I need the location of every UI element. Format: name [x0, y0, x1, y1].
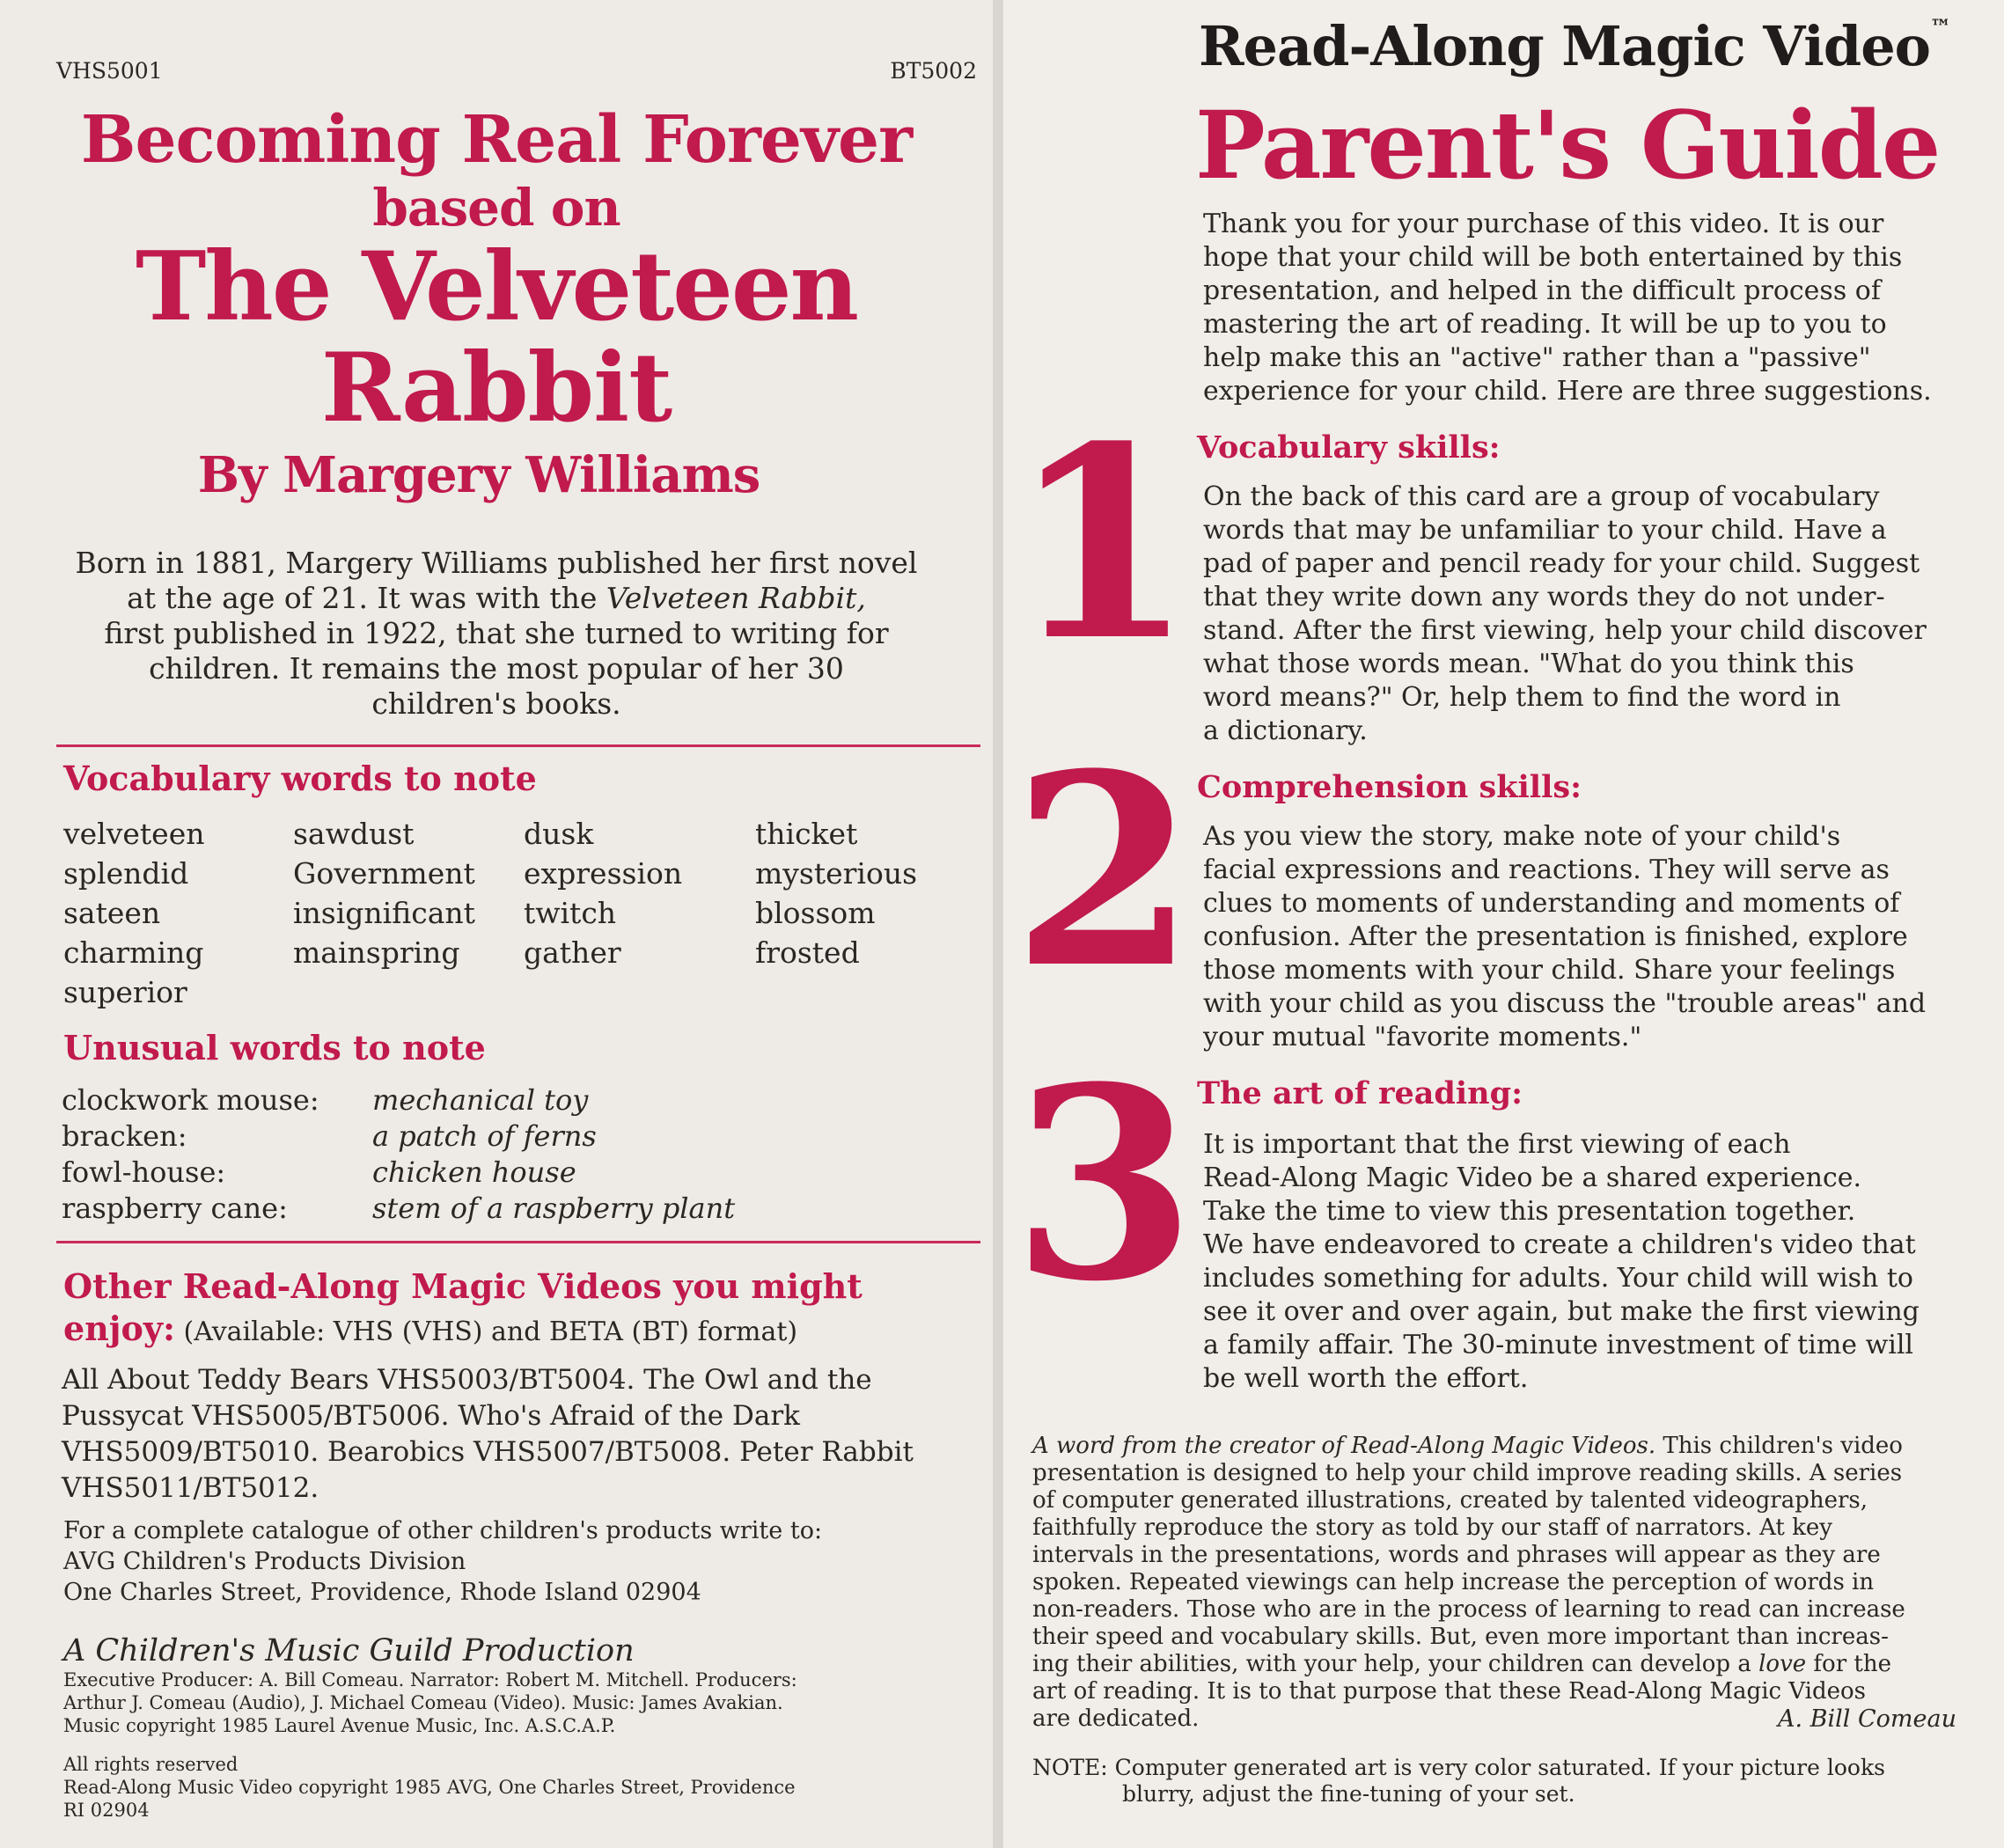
- brand-heading: Read-Along Magic Video™: [1199, 14, 1951, 78]
- vocab-column-1: [63, 814, 204, 1012]
- vocab-word: insignificant: [293, 896, 475, 930]
- vocab-word: sateen: [63, 896, 161, 930]
- parents-guide-title: Parent's Guide: [1195, 90, 1940, 200]
- other-videos-heading: Other Read-Along Magic Videos you might enjoy: (Available: VHS (VHS) and BETA (BT) format): [63, 1266, 863, 1348]
- vhs-code: VHS5001: [56, 58, 163, 84]
- vocab-word: charming: [63, 935, 204, 970]
- comprehension-skills-heading: Comprehension skills:: [1197, 769, 1582, 805]
- vocab-word: superior: [63, 975, 187, 1009]
- intro-text: Thank you for your purchase of this video. It is our hope that your child will be both entertained by this presentation, and helped in the difficult process of mastering the art of reading. It will be up to you to help make this an "active" rather than a "passive" experience for your child. Here are three suggestions.: [1203, 209, 1932, 407]
- vocab-word: mainspring: [293, 935, 460, 970]
- step-number-2: 2: [1012, 715, 1196, 1026]
- vocab-column-4: [755, 814, 917, 972]
- unusual-definition: mechanical toy: [372, 1083, 589, 1117]
- art-of-reading-text: It is important that the first viewing of each Read-Along Magic Video be a shared experience. Take the time to view this presentation together. We have endeavored to create a children's video that includes something for adults. Your child will wish to see it over and over again, but make the first viewing a family affair. The 30-minute investment of time will be well worth the effort.: [1203, 1129, 1920, 1394]
- vocab-word: dusk: [524, 817, 594, 851]
- vocabulary-skills-text: On the back of this card are a group of vocabulary words that may be unfamiliar to your child. Have a pad of paper and pencil ready for your child. Suggest that they write down any words they do not under- stand. After the first viewing, help your child discover what those words mean. "What do you think this word means?" Or, help them to find the word in a dictionary.: [1203, 481, 1927, 746]
- vocab-word: splendid: [63, 856, 189, 891]
- vocab-word: Government: [293, 856, 475, 891]
- copyright: All rights reserved Read-Along Music Video copyright 1985 AVG, One Charles Street, Providence RI 02904: [63, 1754, 796, 1821]
- left-card-panel: [0, 0, 993, 1848]
- title-line-1: Becoming Real Forever: [80, 102, 913, 178]
- unusual-definition: stem of a raspberry plant: [372, 1192, 736, 1225]
- unusual-definition: a patch of ferns: [372, 1119, 597, 1153]
- comprehension-skills-text: As you view the story, make note of your child's facial expressions and reactions. They will serve as clues to moments of understanding and moments of confusion. After the presentation is finished, explore those moments with your child. Share your feelings with your child as you discuss the "trouble areas" and your mutual "favorite moments.": [1203, 821, 1927, 1052]
- step-number-3: 3: [1012, 1029, 1196, 1339]
- author-byline: By Margery Williams: [197, 446, 760, 504]
- vocab-word: frosted: [755, 935, 860, 970]
- vocab-word: velveteen: [63, 817, 205, 851]
- credits: Executive Producer: A. Bill Comeau. Narrator: Robert M. Mitchell. Producers: Arthur J. Comeau (Audio), J. Michael Comeau (Video). Music: James Avakian. Music copyright 1985 Laurel Avenue Music, Inc. A.S.C.A.P.: [63, 1669, 797, 1736]
- vocabulary-skills-heading: Vocabulary skills:: [1197, 429, 1501, 466]
- production-credit: A Children's Music Guild Production: [63, 1633, 635, 1668]
- vocab-word: sawdust: [293, 817, 415, 851]
- vocab-word: twitch: [524, 896, 617, 930]
- vocab-word: gather: [524, 935, 621, 970]
- catalogue-address: For a complete catalogue of other children's products write to: AVG Children's Products Division One Charles Street, Providence, Rhode Island 02904: [63, 1517, 823, 1606]
- creator-note: A word from the creator of Read-Along Magic Videos. This children's video presentation is designed to help your child improve reading skills. A series of computer generated illustrations, created by talented videographers, faithfully reproduce the story as told by our staff of narrators. At key intervals in the presentations, words and phrases will appear as they are spoken. Repeated viewings can help increase the perception of words in non-readers. Those who are in the process of learning to read can increase their speed and vocabulary skills. But, even more important than increas- ing their abilities, with your help, your children can develop a love for the art of reading. It is to that purpose that these Read-Along Magic Videos are dedicated.: [1032, 1433, 1905, 1732]
- unusual-definitions: [372, 1082, 735, 1227]
- unusual-term: raspberry cane:: [62, 1192, 288, 1225]
- vocab-heading: Vocabulary words to note: [63, 759, 537, 798]
- author-bio: Born in 1881, Margery Williams published her first novel at the age of 21. It was with the Velveteen Rabbit, first published in 1922, that she turned to writing for children. It remains the most popular of her 30 children's books.: [75, 546, 918, 721]
- title-line-3: The Velveteen: [135, 231, 858, 342]
- vocab-word: mysterious: [755, 856, 918, 891]
- vocab-word: blossom: [755, 896, 876, 930]
- vocab-column-2: [293, 814, 475, 972]
- unusual-heading: Unusual words to note: [63, 1028, 486, 1067]
- vocab-word: thicket: [755, 817, 858, 851]
- unusual-term: bracken:: [62, 1119, 187, 1153]
- vocab-column-3: [524, 814, 682, 972]
- unusual-term: fowl-house:: [62, 1155, 226, 1189]
- title-line-2: based on: [372, 178, 620, 238]
- title-line-4: Rabbit: [320, 333, 672, 444]
- signature: A. Bill Comeau: [1778, 1705, 1956, 1733]
- unusual-terms: [62, 1082, 319, 1227]
- unusual-term: clockwork mouse:: [62, 1083, 319, 1117]
- divider-1: [56, 744, 980, 747]
- art-of-reading-heading: The art of reading:: [1197, 1075, 1523, 1111]
- unusual-definition: chicken house: [372, 1155, 576, 1189]
- beta-code: BT5002: [890, 58, 977, 84]
- step-number-1: 1: [1010, 388, 1194, 699]
- divider-2: [56, 1241, 980, 1243]
- other-videos-list: All About Teddy Bears VHS5003/BT5004. The Owl and the Pussycat VHS5005/BT5006. Who's Afraid of the Dark VHS5009/BT5010. Bearobics VHS5007/BT5008. Peter Rabbit VHS5011/BT5012.: [62, 1364, 914, 1504]
- note: NOTE: Computer generated art is very color saturated. If your picture looks blurry, adjust the fine-tuning of your set.: [1032, 1755, 1885, 1807]
- vocab-word: expression: [524, 856, 683, 891]
